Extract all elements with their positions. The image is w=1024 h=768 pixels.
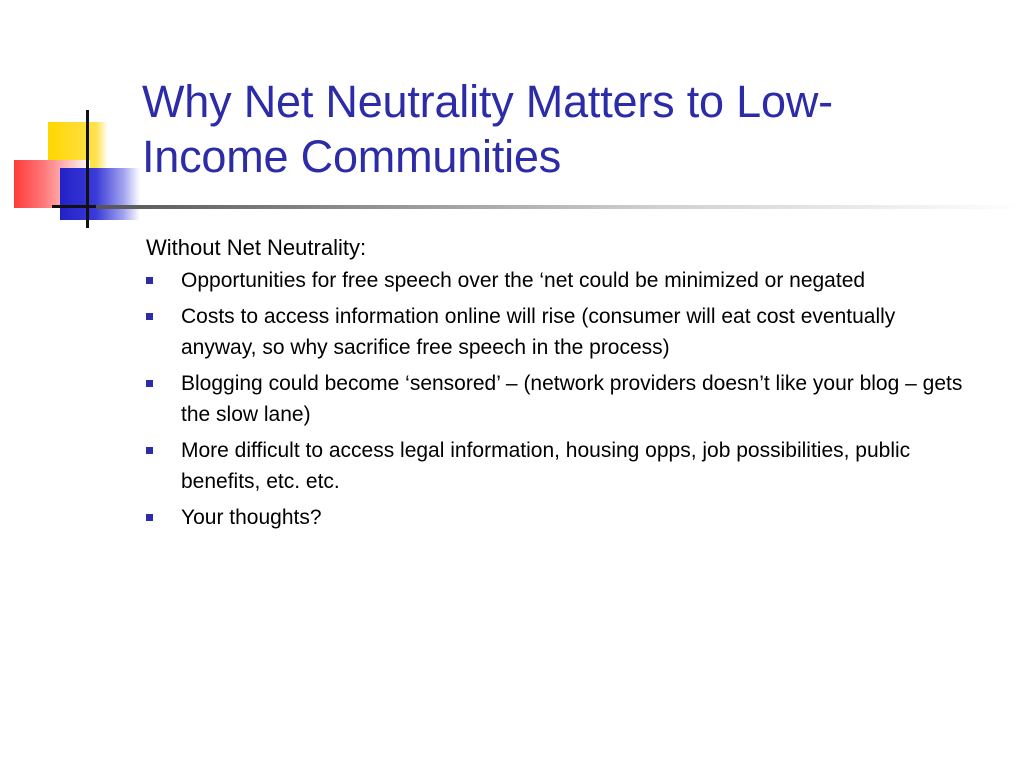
blue-square — [60, 168, 140, 220]
bullet-text: Opportunities for free speech over the ‘net could be minimized or negated — [181, 269, 866, 292]
vertical-line — [86, 110, 89, 228]
square-bullet-icon — [146, 514, 153, 521]
slide-body — [146, 233, 966, 538]
slide-title — [142, 74, 1002, 184]
slide-title-line-1: Why Net Neutrality Matters to Low- — [142, 76, 833, 127]
square-bullet-icon — [146, 447, 153, 454]
square-bullet-icon — [146, 313, 153, 320]
intro-text: Without Net Neutrality: — [146, 235, 367, 260]
bullet-item — [146, 435, 966, 497]
bullet-item — [146, 502, 966, 533]
bullet-text: Blogging could become ‘sensored’ – (network providers doesn’t like your blog – gets the slow lane) — [181, 372, 963, 426]
bullet-text: Costs to access information online will rise (consumer will eat cost eventually anyway, so why sacrifice free speech in the process) — [181, 305, 896, 359]
bullet-list — [146, 265, 966, 533]
bullet-item — [146, 301, 966, 363]
square-bullet-icon — [146, 380, 153, 387]
bullet-text: More difficult to access legal information, housing opps, job possibilities, public benefits, etc. etc. — [181, 439, 911, 493]
bullet-item — [146, 368, 966, 430]
color-blocks-logo — [0, 0, 150, 240]
bullet-item — [146, 265, 966, 296]
slide-title-line-2: Income Communities — [142, 131, 562, 182]
bullet-text: Your thoughts? — [181, 506, 322, 529]
square-bullet-icon — [146, 277, 153, 284]
title-divider — [96, 205, 1024, 209]
